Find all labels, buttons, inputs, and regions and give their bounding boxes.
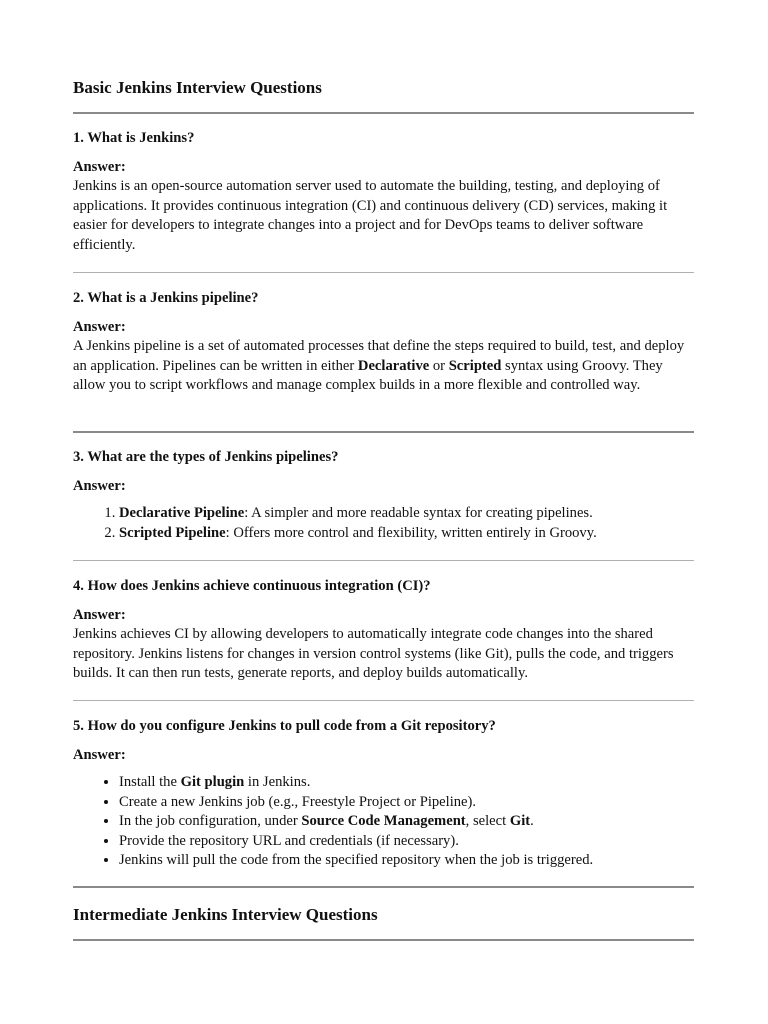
answer-label: Answer:: [73, 318, 126, 335]
list-item: [119, 524, 694, 544]
list-item-text: In the job configuration, under: [119, 813, 302, 829]
list-item-bold: Git plugin: [180, 774, 245, 790]
section-title-basic: Basic Jenkins Interview Questions: [73, 78, 322, 97]
question-title: 2. What is a Jenkins pipeline?: [73, 290, 259, 306]
question-divider: [73, 272, 694, 273]
question-title: 5. How do you configure Jenkins to pull code from a Git repository?: [73, 718, 496, 734]
question-divider: [73, 560, 694, 561]
list-item-bold: Declarative Pipeline: [119, 505, 245, 521]
list-item: [119, 504, 694, 524]
section-title-intermediate: Intermediate Jenkins Interview Questions: [73, 905, 378, 924]
answer-text: [73, 337, 694, 396]
question-title: 3. What are the types of Jenkins pipelines?: [73, 449, 339, 465]
list-item-text: .: [530, 813, 534, 829]
answer-label: Answer:: [73, 746, 126, 763]
question-divider: [73, 431, 694, 433]
list-item-text: in Jenkins.: [244, 774, 311, 790]
section-divider: [73, 886, 694, 888]
answer-text-part: A Jenkins pipeline is a set of automated processes that define the steps required to build, test, and deploy an application. Pipelines can be written in either: [73, 338, 685, 374]
list-item-bold: Git: [509, 813, 531, 829]
answer-text: Jenkins is an open-source automation server used to automate the building, testing, and deploying of applications. It provides continuous integration (CI) and continuous delivery (CD) services, making it easier for developers to integrate changes into a project and for DevOps teams to deliver software efficiently.: [73, 178, 668, 253]
bullet-list: [73, 773, 694, 871]
answer-label: Answer:: [73, 158, 126, 175]
section-divider: [73, 112, 694, 114]
answer-bold-term: Declarative: [357, 357, 430, 374]
answer-text-part: or: [429, 357, 449, 374]
list-item-text: : A simpler and more readable syntax for creating pipelines.: [244, 505, 593, 521]
question-title: 1. What is Jenkins?: [73, 130, 195, 146]
question-divider: [73, 700, 694, 701]
question-3: [73, 448, 694, 543]
list-item: • Create a new Jenkins job (e.g., Freestyle Project or Pipeline).: [119, 793, 694, 813]
list-item-bold: Scripted Pipeline: [119, 524, 226, 541]
list-item-text: : Offers more control and flexibility, written entirely in Groovy.: [225, 524, 597, 541]
question-title: 4. How does Jenkins achieve continuous integration (CI)?: [73, 578, 431, 594]
answer-bold-term: Scripted: [448, 357, 502, 374]
answer-text: Jenkins achieves CI by allowing developers to automatically integrate code changes into the shared repository. Jenkins listens for changes in version control systems (like Git), pulls the code, and triggers builds. It can then run tests, generate reports, and deploy builds automatically.: [73, 626, 674, 681]
question-1: [73, 129, 694, 255]
list-item: [119, 812, 694, 832]
answer-label: Answer:: [73, 477, 126, 494]
list-item: • Jenkins will pull the code from the specified repository when the job is triggered.: [119, 851, 694, 871]
ordered-list: [73, 504, 694, 543]
list-item: [119, 773, 694, 793]
answer-text-part: syntax using Groovy. They allow you to script workflows and manage complex builds in a more flexible and controlled way.: [73, 357, 663, 393]
question-2: [73, 289, 694, 396]
question-5: [73, 717, 694, 871]
list-item-bold: Source Code Management: [301, 813, 466, 829]
list-item: • Provide the repository URL and credentials (if necessary).: [119, 832, 694, 852]
question-4: [73, 577, 694, 684]
list-item-text: Install the: [119, 774, 181, 790]
list-item-text: , select: [465, 813, 510, 829]
answer-label: Answer:: [73, 606, 126, 623]
section-divider: [73, 939, 694, 941]
